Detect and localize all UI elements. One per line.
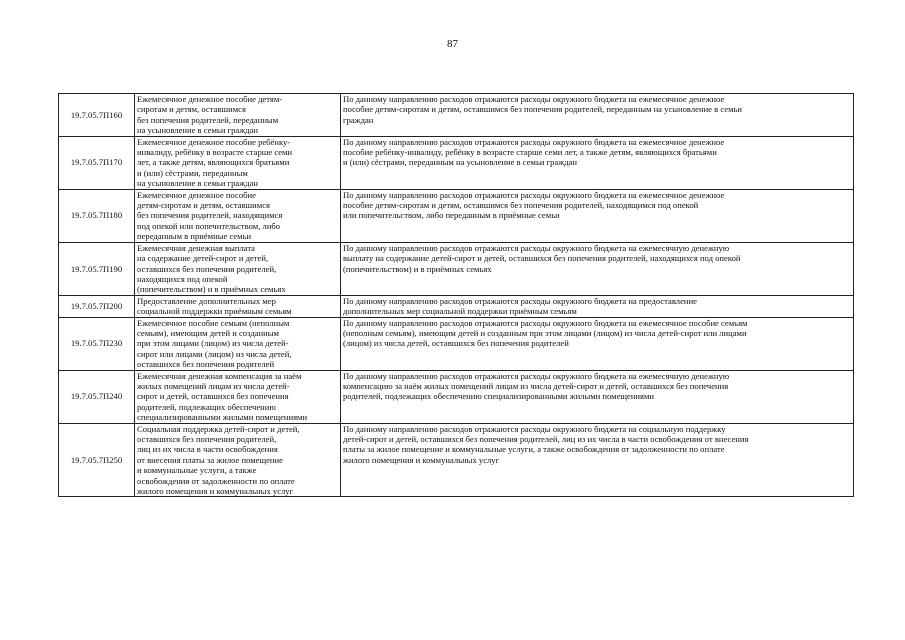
expense-description-line: По данному направлению расходов отражаются расходы окружного бюджета на предоставление xyxy=(343,295,697,306)
table-row xyxy=(59,136,854,189)
expense-name-line: оставшихся без попечения родителей xyxy=(137,359,275,370)
expense-name-line: Ежемесячное денежное пособие ребёнку- xyxy=(137,136,291,147)
table-row xyxy=(59,94,854,137)
expense-description-line: По данному направлению расходов отражаются расходы окружного бюджета на социальную поддержку xyxy=(343,423,726,434)
expense-description-cell xyxy=(341,136,854,189)
expense-name-line: на усыновление в семьи граждан xyxy=(137,178,258,189)
expense-name-line: переданным в приёмные семьи xyxy=(137,231,252,242)
table-body xyxy=(59,94,854,497)
expense-name-line: инвалиду, ребёнку в возрасте старше семи xyxy=(137,147,293,158)
expense-name-line: Ежемесячное денежное пособие детям- xyxy=(137,94,283,104)
expense-name-line: на усыновление в семьи граждан xyxy=(137,125,258,136)
expense-name-line: без попечения родителей, переданным xyxy=(137,114,279,125)
expense-description-line: (неполным семьям), имеющим детей и созданным при этом лицами (лицом) из числа детей-сирот или лицами xyxy=(343,327,747,338)
expense-description-cell xyxy=(341,423,854,497)
expense-code-cell: 19.7.05.7П230 xyxy=(59,317,135,370)
expense-name-cell xyxy=(135,317,341,370)
expense-description-cell xyxy=(341,94,854,137)
expense-name-line: Ежемесячное пособие семьям (неполным xyxy=(137,317,290,328)
table-row xyxy=(59,189,854,242)
expense-name-cell xyxy=(135,423,341,497)
expense-description-line: платы за жилое помещение и коммунальные услуги, а также освобождения от задолженности по оплате xyxy=(343,444,725,455)
expense-description-line: пособие детям-сиротам и детям, оставшимся без попечения родителей, переданным на усыновление в семьи xyxy=(343,104,743,115)
table-row xyxy=(59,423,854,497)
expense-name-cell xyxy=(135,242,341,295)
expense-name-line: Ежемесячная денежная компенсация за наём xyxy=(137,370,302,381)
expense-description-line: По данному направлению расходов отражаются расходы окружного бюджета на ежемесячное денежное xyxy=(343,136,725,147)
expense-description-line: (лицом) из числа детей, оставшихся без попечения родителей xyxy=(343,338,569,349)
expense-name-line: семьям), имеющим детей и созданным xyxy=(137,327,279,338)
table-row xyxy=(59,370,854,423)
expense-name-line: на содержание детей-сирот и детей, xyxy=(137,253,269,264)
table-row xyxy=(59,295,854,317)
expense-code-cell: 19.7.05.7П250 xyxy=(59,423,135,497)
expense-description-line: компенсацию за наём жилых помещений лицам из числа детей-сирот и детей, оставшихся без попечения xyxy=(343,380,729,391)
expense-description-line: (попечительством) и в приёмных семьях xyxy=(343,263,492,274)
expense-description-line: родителей, подлежащих обеспечению специализированными жилыми помещениями xyxy=(343,391,655,402)
expense-name-line: без попечения родителей, находящимся xyxy=(137,210,283,221)
expense-description-line: пособие ребёнку-инвалиду, ребёнку в возрасте старше семи лет, а также детям, являющихся братьями xyxy=(343,147,717,158)
expense-description-cell xyxy=(341,189,854,242)
expense-name-cell xyxy=(135,189,341,242)
expense-description-cell xyxy=(341,370,854,423)
budget-classification-table xyxy=(58,93,854,497)
expense-name-line: освобождения от задолженности по оплате xyxy=(137,475,295,486)
expense-description-line: и (или) сёстрами, переданным на усыновление в семьи граждан xyxy=(343,157,577,168)
expense-name-line: сиротам и детям, оставшимся xyxy=(137,104,246,115)
expense-description-line: По данному направлению расходов отражаются расходы окружного бюджета на ежемесячное пособие семьям xyxy=(343,317,748,328)
expense-name-line: под опекой или попечительством, либо xyxy=(137,220,281,231)
expense-name-cell xyxy=(135,94,341,137)
expense-description-line: жилого помещения и коммунальных услуг xyxy=(343,454,500,465)
expense-name-line: и (или) сёстрами, переданным xyxy=(137,167,248,178)
expense-description-line: или попечительством, либо переданным в приёмные семьи xyxy=(343,210,560,221)
expense-name-line: при этом лицами (лицом) из числа детей- xyxy=(137,338,289,349)
expense-name-line: и коммунальные услуги, а также xyxy=(137,465,257,476)
expense-description-line: По данному направлению расходов отражаются расходы окружного бюджета на ежемесячную денежную xyxy=(343,370,730,381)
expense-name-line: оставшихся без попечения родителей, xyxy=(137,263,277,274)
expense-name-line: от внесения платы за жилое помещение xyxy=(137,454,283,465)
table-row xyxy=(59,317,854,370)
expense-name-line: Предоставление дополнительных мер xyxy=(137,295,276,306)
expense-code-cell: 19.7.05.7П240 xyxy=(59,370,135,423)
expense-name-line: Ежемесячная денежная выплата xyxy=(137,242,255,253)
expense-description-line: дополнительных мер социальной поддержки приёмным семьям xyxy=(343,306,577,317)
expense-name-line: специализированными жилыми помещениями xyxy=(137,412,308,423)
expense-name-line: детям-сиротам и детям, оставшимся xyxy=(137,200,270,211)
expense-name-line: оставшихся без попечения родителей, xyxy=(137,434,277,444)
page-number: 87 xyxy=(447,38,458,50)
expense-description-line: По данному направлению расходов отражаются расходы окружного бюджета на ежемесячное денежное xyxy=(343,94,725,104)
expense-name-line: (попечительством) и в приёмных семьях xyxy=(137,284,286,295)
expense-code-cell: 19.7.05.7П160 xyxy=(59,94,135,137)
expense-name-line: Социальная поддержка детей-сирот и детей, xyxy=(137,423,300,434)
expense-description-line: пособие детям-сиротам и детям, оставшимся без попечения родителей, находящимся под опекой xyxy=(343,200,699,211)
expense-description-line: детей-сирот и детей, оставшихся без попечения родителей, лиц из их числа в части освобождения от внесения xyxy=(343,434,749,444)
expense-name-line: социальной поддержки приёмным семьям xyxy=(137,306,292,317)
table-row xyxy=(59,242,854,295)
expense-name-line: лиц из их числа в части освобождения xyxy=(137,444,278,455)
expense-description-cell xyxy=(341,317,854,370)
expense-name-cell xyxy=(135,136,341,189)
expense-name-line: жилого помещения и коммунальных услуг xyxy=(137,486,294,497)
expense-name-line: Ежемесячное денежное пособие xyxy=(137,189,256,200)
expense-name-cell xyxy=(135,370,341,423)
expense-description-line: граждан xyxy=(343,114,374,125)
expense-name-line: жилых помещений лицам из числа детей- xyxy=(137,380,290,391)
expense-description-line: По данному направлению расходов отражаются расходы окружного бюджета на ежемесячную денежную xyxy=(343,242,730,253)
expense-description-line: выплату на содержание детей-сирот и детей, оставшихся без попечения родителей, находящихся под опекой xyxy=(343,253,741,264)
expense-name-line: сирот и детей, оставшихся без попечения xyxy=(137,391,289,402)
expense-name-line: лет, а также детям, являющихся братьями xyxy=(137,157,290,168)
expense-code-cell: 19.7.05.7П170 xyxy=(59,136,135,189)
expense-code-cell: 19.7.05.7П180 xyxy=(59,189,135,242)
expense-code-cell: 19.7.05.7П190 xyxy=(59,242,135,295)
expense-name-line: находящихся под опекой xyxy=(137,273,228,284)
expense-name-cell xyxy=(135,295,341,317)
expense-name-line: сирот или лицами (лицом) из числа детей, xyxy=(137,348,292,359)
expense-description-cell xyxy=(341,242,854,295)
expense-description-line: По данному направлению расходов отражаются расходы окружного бюджета на ежемесячное денежное xyxy=(343,189,725,200)
expense-name-line: родителей, подлежащих обеспечению xyxy=(137,401,276,412)
expense-description-cell xyxy=(341,295,854,317)
expense-code-cell: 19.7.05.7П200 xyxy=(59,295,135,317)
